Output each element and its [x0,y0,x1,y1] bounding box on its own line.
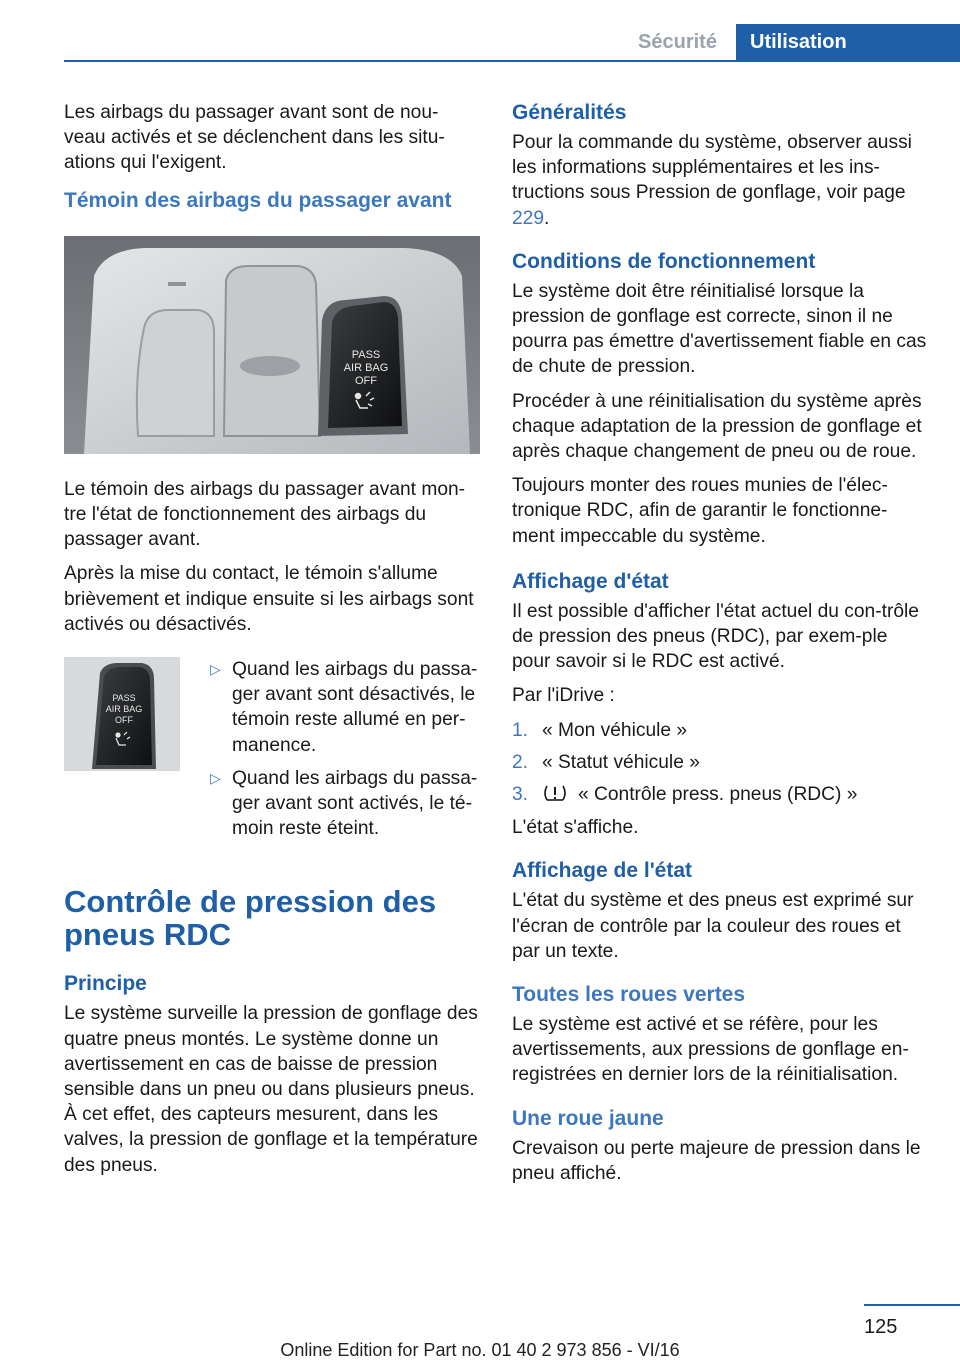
heading-affichage: Affichage d'état [512,569,669,593]
small-photo-label-pass: PASS [112,693,136,704]
heading-affichage-etat: Affichage de l'état [512,859,693,883]
page-number: 125 [864,1316,898,1338]
left-column [64,100,480,1187]
page-header [0,0,960,62]
tab-utilisation[interactable]: Utilisation [736,24,960,61]
airbag-state-section [64,657,480,849]
footer-rule [864,1304,960,1306]
tab-securite[interactable]: Sécurité [638,31,717,53]
tire-pressure-icon [542,783,568,803]
edition-footer: Online Edition for Part no. 01 40 2 973 856 - VI/16 [280,1340,680,1360]
small-photo-label-off: OFF [115,715,133,726]
step-text: « Mon véhicule » [542,719,688,741]
step-number: 2. [512,751,529,773]
airbag-state-list [210,657,480,849]
paragraph-conditions-1: Le système doit être réinitialisé lorsque la pression de gonflage est correcte, sinon il ne pourra pas émettre d'avertissement fiable en cas de chute de pression. [512,280,927,378]
paragraph-etat: L'état s'affiche. [512,817,639,839]
small-photo-label-airbag: AIR BAG [105,704,143,715]
airbag-switch-photo [64,236,480,454]
paragraph-roue-jaune: Crevaison ou perte majeure de pression dans le pneu affiché. [512,1137,921,1184]
step-text: « Contrôle press. pneus (RDC) » [578,784,858,806]
paragraph-reactivation: Les airbags du passager avant sont de nou-veau activés et se déclenchent dans les situ-ations qui l'exigent. [64,102,445,174]
list-item [512,782,928,807]
triangle-right-icon: ▷ [210,769,221,786]
airbag-off-indicator-photo [64,657,180,771]
photo-label-off: OFF [355,374,377,387]
list-item [512,718,928,743]
step-number: 1. [512,719,529,741]
paragraph-temoin-contact: Après la mise du contact, le témoin s'allume brièvement et indique ensuite si les airbags sont activés ou désactivés. [64,563,474,635]
header-rule [64,60,960,62]
bullet-text: Quand les airbags du passa-ger avant sont désactivés, le témoin reste allumé en per-manence. [232,659,478,756]
triangle-right-icon: ▷ [210,661,221,678]
paragraph-affichage-etat: L'état du système et des pneus est exprimé sur l'écran de contrôle par la couleur des roues et par un texte. [512,890,914,962]
heading-temoin: Témoin des airbags du passager avant [64,188,452,212]
list-item [210,766,480,842]
idrive-steps [512,718,928,808]
photo-label-pass: PASS [351,348,381,361]
heading-roues-vertes: Toutes les roues vertes [512,983,746,1007]
heading-conditions: Conditions de fonctionnement [512,249,816,273]
heading-principe: Principe [64,972,147,996]
page-link-229[interactable]: 229 [512,207,545,229]
step-number: 3. [512,784,529,806]
generalites-text: Pour la commande du système, observer aussi les informations supplémentaires et les ins-tructions sous Pression de gonflage, voir page [512,132,912,204]
right-column [512,100,928,1195]
heading-generalites: Généralités [512,101,627,124]
paragraph-conditions-2: Procéder à une réinitialisation du système après chaque adaptation de la pression de gonflage et après chaque changement de pneu ou de roue. [512,390,922,463]
paragraph-roues-vertes: Le système est activé et se réfère, pour les avertissements, aux pressions de gonflage en-registrées en dernier lors de la réinitialisation. [512,1014,909,1086]
list-item [210,657,480,758]
step-text: « Statut véhicule » [542,751,700,773]
generalites-end: . [544,207,550,229]
list-item [512,750,928,775]
paragraph-affichage: Il est possible d'afficher l'état actuel du con-trôle de pression des pneus (RDC), par exem-ple pour savoir si le RDC est activé. [512,600,919,673]
photo-label-airbag: AIR BAG [343,361,389,374]
paragraph-idrive: Par l'iDrive : [512,685,615,707]
paragraph-temoin-description: Le témoin des airbags du passager avant mon-tre l'état de fonctionnement des airbags du passager avant. [64,478,466,551]
heading-roue-jaune: Une roue jaune [512,1106,664,1130]
paragraph-generalites [512,130,928,231]
paragraph-conditions-3: Toujours monter des roues munies de l'élec-tronique RDC, afin de garantir le fonctionne-ment impeccable du système. [512,475,888,547]
heading-rdc: Contrôle de pression des pneus RDC [64,884,437,953]
bullet-text: Quand les airbags du passa-ger avant sont activés, le té-moin reste éteint. [232,767,478,840]
paragraph-principe: Le système surveille la pression de gonflage des quatre pneus montés. Le système donne un avertissement en cas de baisse de pression sensible dans un pneu ou dans plusieurs pneus. À cet effet, des capteurs mesurent, dans les valves, la pression de gonflage et la température des pneus. [64,1003,478,1176]
